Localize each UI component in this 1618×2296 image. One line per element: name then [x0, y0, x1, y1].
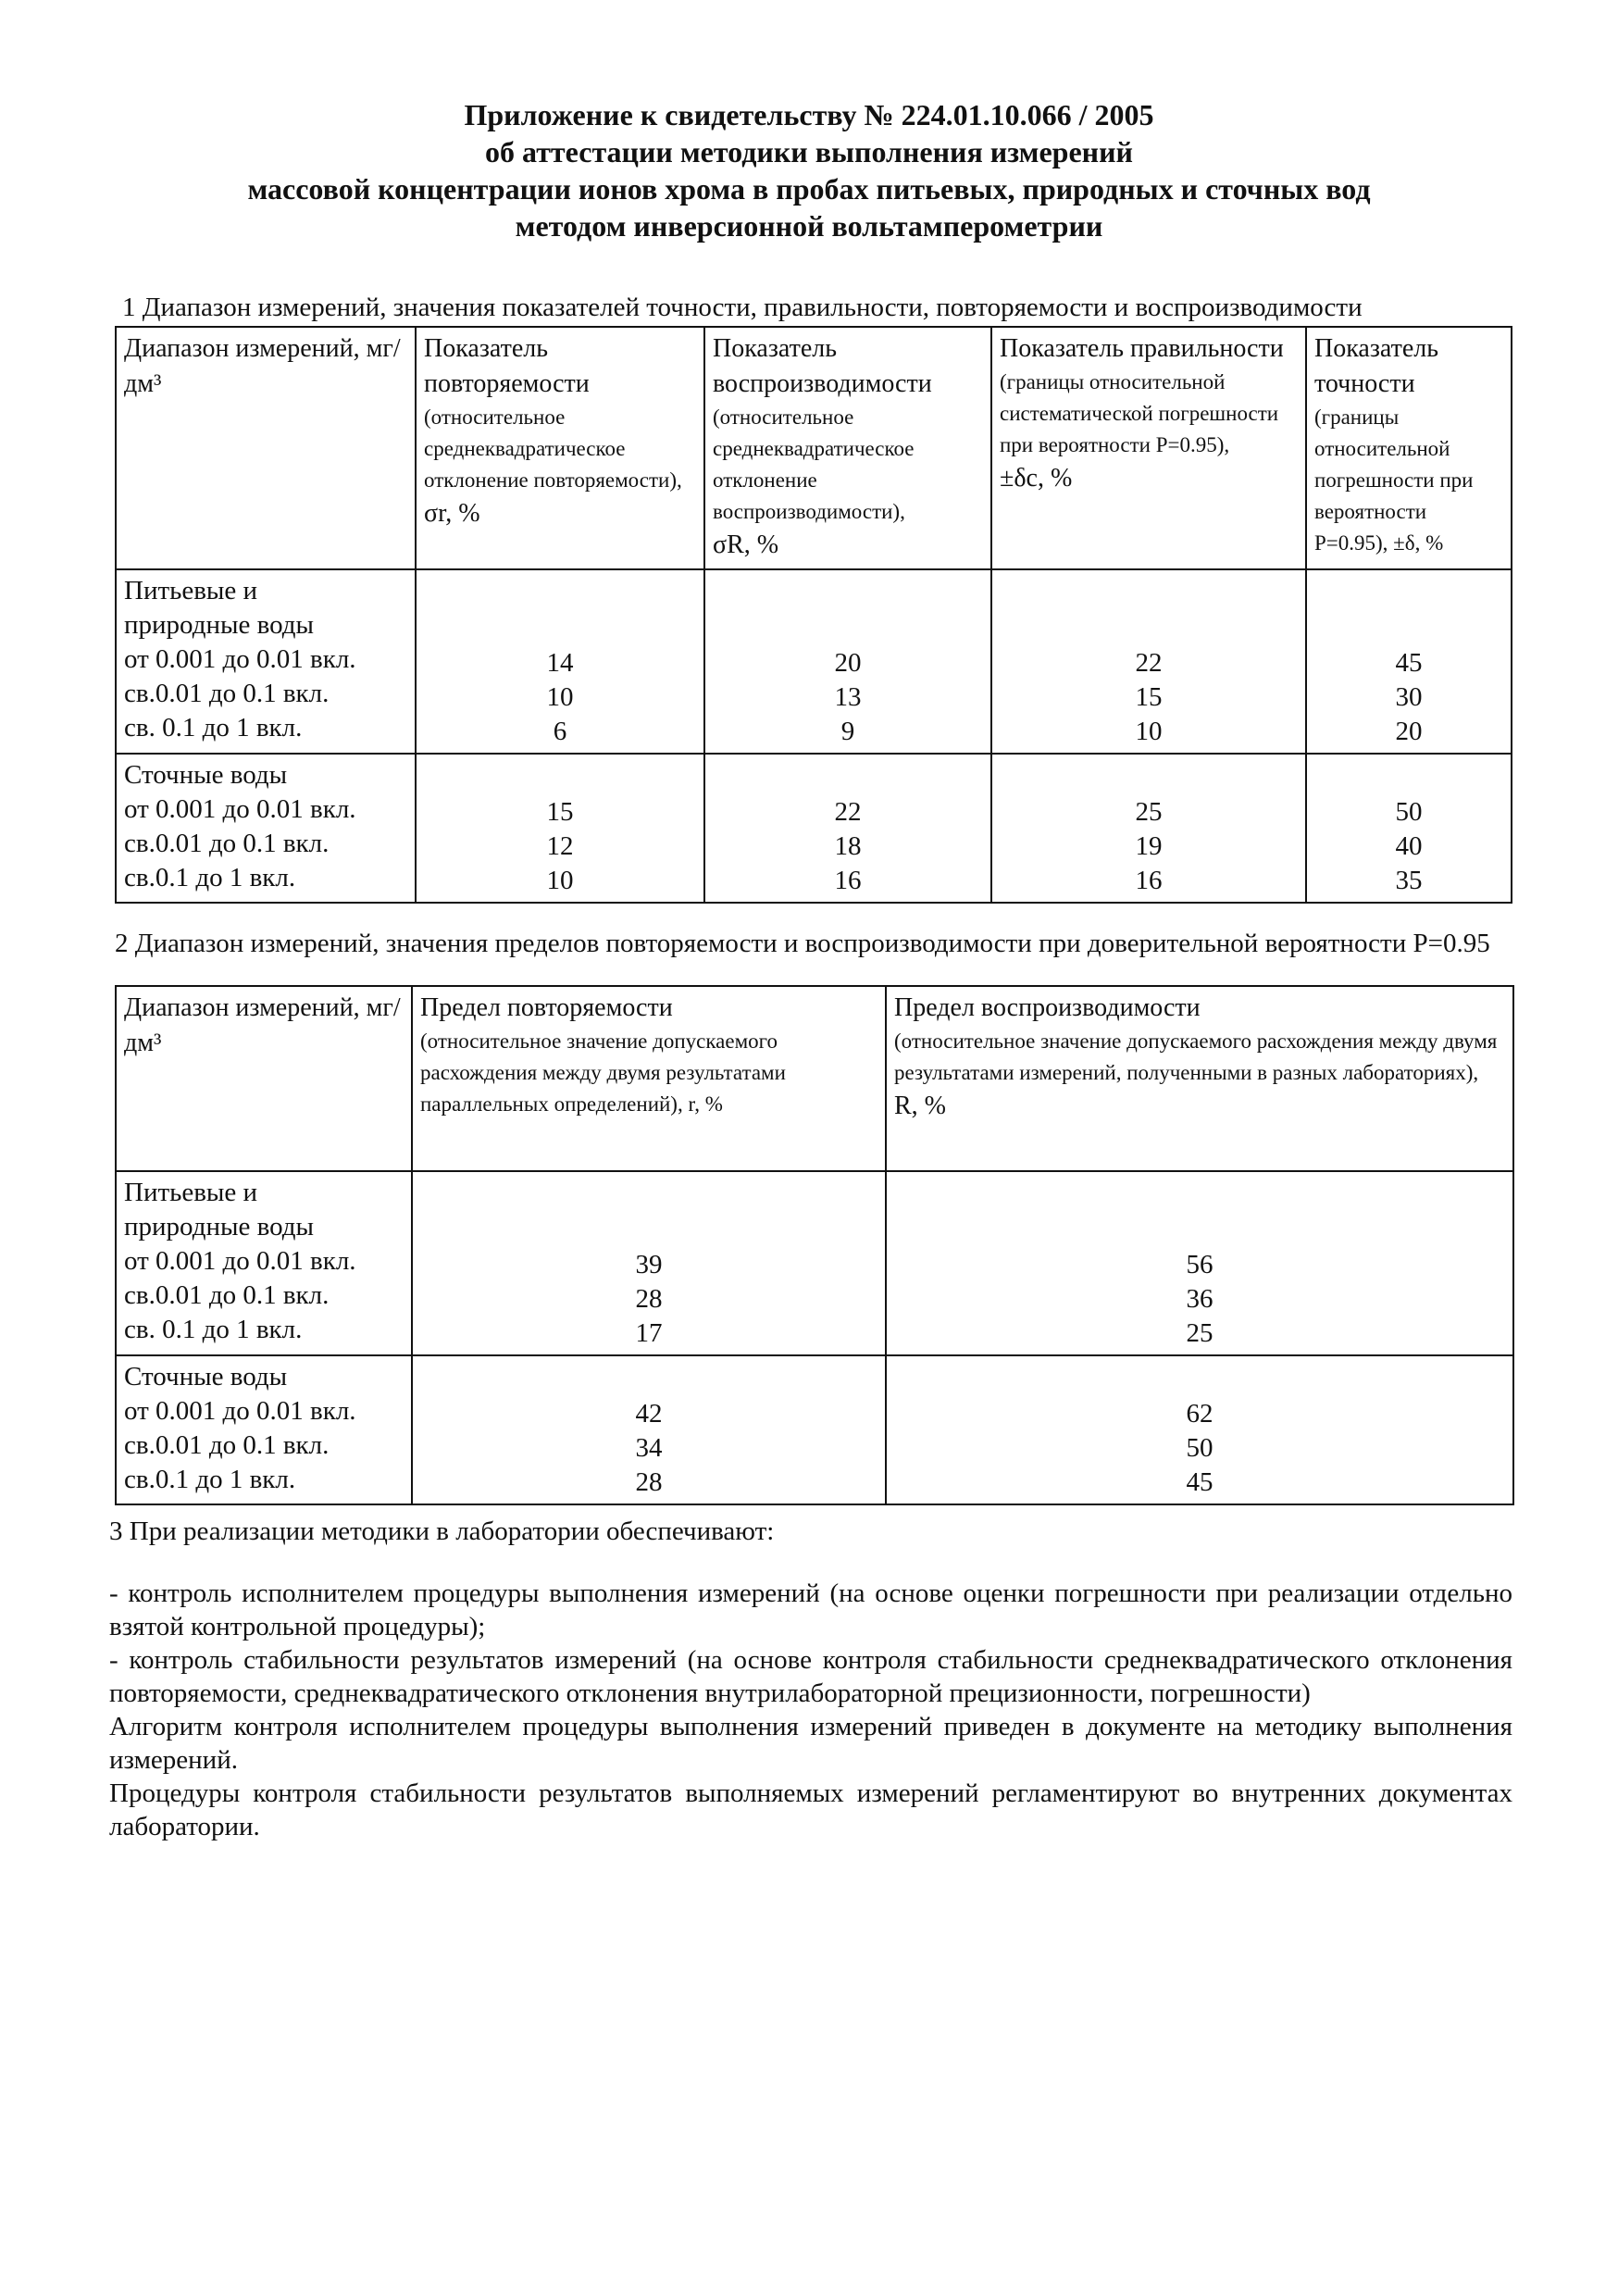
table-row — [116, 1171, 1513, 1355]
header-range: Диапазон измерений, мг/дм³ — [116, 986, 412, 1171]
table-row — [116, 1355, 1513, 1504]
accuracy-table-header-row — [116, 327, 1512, 569]
header-trueness: Показатель правильности (границы относительной систематической погрешности при вероятности Р=0.95), ±δc, % — [991, 327, 1306, 569]
group-drinking-water: Питьевые и природные воды от 0.001 до 0.01 вкл. св.0.01 до 0.1 вкл. св. 0.1 до 1 вкл. — [116, 569, 416, 754]
values-delta-c: 25 19 16 — [991, 754, 1306, 903]
document-title — [139, 96, 1479, 244]
accuracy-table — [115, 326, 1512, 904]
values-delta: 50 40 35 — [1306, 754, 1512, 903]
title-line-1: Приложение к свидетельству № 224.01.10.066 / 2005 — [464, 98, 1154, 131]
paragraph-procedure-control: - контроль исполнителем процедуры выполнения измерений (на основе оценки погрешности при реализации отдельно взятой контрольной процедуры); — [109, 1578, 1512, 1641]
header-range: Диапазон измерений, мг/дм³ — [116, 327, 416, 569]
section-1-heading: 1 Диапазон измерений, значения показателей точности, правильности, повторяемости и воспроизводимости — [122, 293, 1363, 322]
header-reproducibility: Показатель воспроизводимости (относительное среднеквадратическое отклонение воспроизводимости), σR, % — [704, 327, 991, 569]
section-2-heading: 2 Диапазон измерений, значения пределов повторяемости и воспроизводимости при доверительной вероятности Р=0.95 — [115, 929, 1490, 958]
section-3-heading: 3 При реализации методики в лаборатории обеспечивают: — [109, 1516, 775, 1546]
header-reproducibility-limit: Предел воспроизводимости (относительное значение допускаемого расхождения между двумя результатами измерений, полученными в разных лабораториях), R, % — [886, 986, 1513, 1171]
group-drinking-water: Питьевые и природные воды от 0.001 до 0.01 вкл. св.0.01 до 0.1 вкл. св. 0.1 до 1 вкл. — [116, 1171, 412, 1355]
paragraph-procedures: Процедуры контроля стабильности результатов выполняемых измерений регламентируют во внутренних документах лаборатории. — [109, 1778, 1512, 1841]
title-line-2: об аттестации методики выполнения измерений — [485, 135, 1133, 168]
values-R: 62 50 45 — [886, 1355, 1513, 1504]
paragraph-algorithm: Алгоритм контроля исполнителем процедуры выполнения измерений приведен в документе на методику выполнения измерений. — [109, 1712, 1512, 1775]
group-waste-water: Сточные воды от 0.001 до 0.01 вкл. св.0.01 до 0.1 вкл. св.0.1 до 1 вкл. — [116, 1355, 412, 1504]
values-sigma-r: 15 12 10 — [416, 754, 704, 903]
values-sigma-R: 20 13 9 — [704, 569, 991, 754]
table-row — [116, 569, 1512, 754]
header-accuracy: Показатель точности (границы относительной погрешности при вероятности Р=0.95), ±δ, % — [1306, 327, 1512, 569]
values-sigma-R: 22 18 16 — [704, 754, 991, 903]
section-3-body — [109, 1577, 1512, 1843]
limits-table — [115, 985, 1514, 1505]
table-row — [116, 754, 1512, 903]
header-repeatability: Показатель повторяемости (относительное среднеквадратическое отклонение повторяемости), σr, % — [416, 327, 704, 569]
title-line-4: методом инверсионной вольтамперометрии — [515, 209, 1103, 243]
values-sigma-r: 14 10 6 — [416, 569, 704, 754]
limits-table-header-row — [116, 986, 1513, 1171]
header-repeatability-limit: Предел повторяемости (относительное значение допускаемого расхождения между двумя результатами параллельных определений), r, % — [412, 986, 886, 1171]
values-r: 39 28 17 — [412, 1171, 886, 1355]
group-waste-water: Сточные воды от 0.001 до 0.01 вкл. св.0.01 до 0.1 вкл. св.0.1 до 1 вкл. — [116, 754, 416, 903]
values-delta-c: 22 15 10 — [991, 569, 1306, 754]
title-line-3: массовой концентрации ионов хрома в пробах питьевых, природных и сточных вод — [247, 172, 1371, 206]
values-r: 42 34 28 — [412, 1355, 886, 1504]
values-R: 56 36 25 — [886, 1171, 1513, 1355]
paragraph-stability-control: - контроль стабильности результатов измерений (на основе контроля стабильности среднеквадратического отклонения повторяемости, среднеквадратического отклонения внутрилабораторной прецизионности, погрешности) — [109, 1645, 1512, 1708]
values-delta: 45 30 20 — [1306, 569, 1512, 754]
